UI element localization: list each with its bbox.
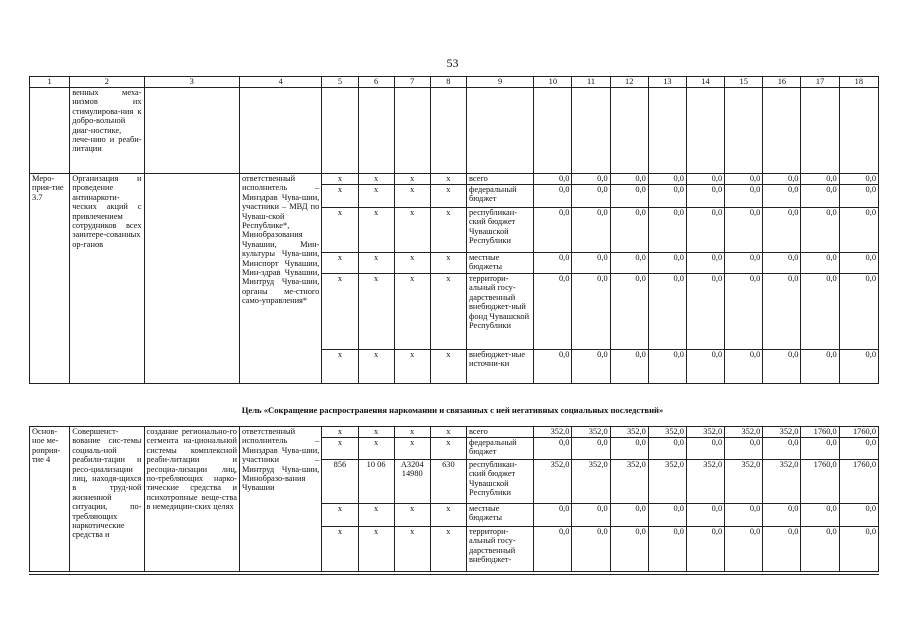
amount-cell: 0,0 (763, 438, 801, 460)
column-number-cell: 12 (610, 77, 648, 88)
amount-cell: 352,0 (610, 427, 648, 438)
amount-cell: 352,0 (725, 427, 763, 438)
amount-cell: 0,0 (534, 504, 572, 527)
executor-cell: ответственный исполнитель – Минздрав Чува-шии, участники – МВД по Чуваш-ской Республике*, Минобразования Чувашии, Мин-культуры Чува-шии, Минспорт Чувашии, Мин-здрав Чувашии, Минтруд Чува-шии, органы ме-стного само-управления* (239, 174, 321, 384)
table-cell (725, 88, 763, 174)
column-number-cell: 13 (648, 77, 686, 88)
amount-cell: 0,0 (686, 208, 724, 253)
amount-cell: 0,0 (686, 438, 724, 460)
funding-source-cell: федеральный бюджет (466, 438, 533, 460)
column-number-cell: 2 (70, 77, 144, 88)
amount-cell: 0,0 (534, 274, 572, 350)
funding-source-cell: республикан-ский бюджет Чувашской Республики (466, 460, 533, 504)
measure-name-cell: Организация и проведение антинаркоти-ческих акций с привлечением сотрудников всех заинтере-сованных ор-ганов (70, 174, 144, 384)
table-cell (466, 88, 533, 174)
budget-code-cell: x (394, 274, 430, 350)
amount-cell: 352,0 (648, 460, 686, 504)
amount-cell: 352,0 (763, 427, 801, 438)
goal-heading: Цель «Сокращение распространения наркомании и связанных с ней негативных социальных последствий» (241, 405, 664, 415)
budget-code-cell: x (430, 438, 466, 460)
amount-cell: 352,0 (572, 427, 610, 438)
budget-code-cell: x (322, 527, 358, 572)
budget-code-cell: x (322, 208, 358, 253)
funding-source-cell: внебюджет-ные источни-ки (466, 350, 533, 384)
amount-cell: 1760,0 (801, 460, 839, 504)
budget-code-cell: x (322, 253, 358, 274)
amount-cell: 352,0 (534, 427, 572, 438)
table-cell (322, 88, 358, 174)
amount-cell: 0,0 (572, 350, 610, 384)
amount-cell: 0,0 (801, 208, 839, 253)
column-number-cell: 6 (358, 77, 394, 88)
amount-cell: 0,0 (534, 253, 572, 274)
budget-code-cell: x (358, 185, 394, 208)
amount-cell: 0,0 (763, 504, 801, 527)
amount-cell: 0,0 (572, 174, 610, 185)
amount-cell: 0,0 (534, 174, 572, 185)
budget-code-cell: x (394, 208, 430, 253)
amount-cell: 352,0 (686, 427, 724, 438)
amount-cell: 0,0 (725, 274, 763, 350)
budget-code-cell: x (394, 185, 430, 208)
funding-source-cell: всего (466, 174, 533, 185)
column-number-cell: 1 (30, 77, 70, 88)
amount-cell: 0,0 (534, 527, 572, 572)
executor-cell: ответственный исполнитель – Минздрав Чува-шии, участники – Минтруд Чува-шии, Минобразо-вания Чувашии (239, 427, 321, 572)
budget-code-cell: x (358, 504, 394, 527)
amount-cell: 0,0 (725, 350, 763, 384)
budget-code-cell: x (394, 504, 430, 527)
column-number-cell: 8 (430, 77, 466, 88)
budget-code-cell: x (358, 208, 394, 253)
amount-cell: 0,0 (725, 438, 763, 460)
amount-cell: 0,0 (839, 185, 878, 208)
table-cell (763, 88, 801, 174)
amount-cell: 1760,0 (839, 460, 878, 504)
amount-cell: 0,0 (610, 274, 648, 350)
amount-cell: 0,0 (648, 350, 686, 384)
amount-cell: 0,0 (763, 208, 801, 253)
amount-cell: 0,0 (763, 527, 801, 572)
funding-source-cell: местные бюджеты (466, 504, 533, 527)
amount-cell: 0,0 (572, 253, 610, 274)
amount-cell: 0,0 (648, 208, 686, 253)
expected-result-cell (144, 174, 239, 384)
amount-cell: 0,0 (725, 527, 763, 572)
amount-cell: 0,0 (839, 350, 878, 384)
amount-cell: 0,0 (686, 274, 724, 350)
table-cell (648, 88, 686, 174)
amount-cell: 0,0 (572, 185, 610, 208)
amount-cell: 0,0 (801, 274, 839, 350)
amount-cell: 0,0 (763, 174, 801, 185)
amount-cell: 0,0 (572, 274, 610, 350)
funding-source-cell: территори-альный госу-дарственный внебюджет- (466, 527, 533, 572)
funding-source-cell: федеральный бюджет (466, 185, 533, 208)
amount-cell: 0,0 (534, 208, 572, 253)
amount-cell: 0,0 (686, 527, 724, 572)
amount-cell: 0,0 (763, 253, 801, 274)
table-row (30, 174, 879, 185)
funding-source-cell: республикан-ский бюджет Чувашской Республики (466, 208, 533, 253)
column-number-cell: 17 (801, 77, 839, 88)
budget-code-cell: x (394, 253, 430, 274)
funding-source-cell: всего (466, 427, 533, 438)
program-table-bottom (29, 426, 879, 572)
column-number-cell: 11 (572, 77, 610, 88)
budget-code-cell: x (430, 274, 466, 350)
budget-code-cell: x (430, 427, 466, 438)
budget-code-cell: x (322, 185, 358, 208)
amount-cell: 1760,0 (801, 427, 839, 438)
budget-code-cell: x (322, 350, 358, 384)
amount-cell: 0,0 (839, 208, 878, 253)
budget-code-cell: x (394, 527, 430, 572)
amount-cell: 0,0 (801, 527, 839, 572)
column-number-cell: 9 (466, 77, 533, 88)
budget-code-cell: x (322, 274, 358, 350)
budget-code-cell: x (358, 427, 394, 438)
amount-cell: 0,0 (839, 438, 878, 460)
budget-code-cell: x (430, 350, 466, 384)
amount-cell: 0,0 (610, 208, 648, 253)
column-number-cell: 3 (144, 77, 239, 88)
budget-code-cell: x (394, 350, 430, 384)
budget-code-cell: 856 (322, 460, 358, 504)
amount-cell: 0,0 (801, 438, 839, 460)
amount-cell: 0,0 (610, 527, 648, 572)
amount-cell: 0,0 (534, 185, 572, 208)
column-number-cell: 15 (725, 77, 763, 88)
table-cell (801, 88, 839, 174)
amount-cell: 0,0 (725, 504, 763, 527)
amount-cell: 0,0 (725, 208, 763, 253)
amount-cell: 0,0 (763, 274, 801, 350)
budget-code-cell: 10 06 (358, 460, 394, 504)
amount-cell: 0,0 (801, 350, 839, 384)
measure-number-cell: Меро-прия-тие 3.7 (30, 174, 70, 384)
budget-code-cell: x (430, 185, 466, 208)
table-cell (30, 88, 70, 174)
table-cell (239, 88, 321, 174)
column-number-cell: 7 (394, 77, 430, 88)
amount-cell: 0,0 (610, 174, 648, 185)
budget-code-cell: x (394, 427, 430, 438)
budget-code-cell: x (358, 253, 394, 274)
amount-cell: 0,0 (839, 174, 878, 185)
budget-code-cell: x (358, 350, 394, 384)
column-number-cell: 10 (534, 77, 572, 88)
budget-code-cell: x (430, 208, 466, 253)
budget-code-cell: x (358, 438, 394, 460)
amount-cell: 0,0 (725, 253, 763, 274)
amount-cell: 0,0 (686, 185, 724, 208)
amount-cell: 0,0 (648, 253, 686, 274)
amount-cell: 352,0 (572, 460, 610, 504)
amount-cell: 0,0 (801, 174, 839, 185)
amount-cell: 0,0 (839, 504, 878, 527)
budget-code-cell: x (430, 527, 466, 572)
budget-code-cell: x (358, 527, 394, 572)
budget-code-cell: x (358, 174, 394, 185)
program-table-top (29, 76, 879, 384)
table-cell (686, 88, 724, 174)
amount-cell: 0,0 (648, 174, 686, 185)
amount-cell: 0,0 (686, 350, 724, 384)
budget-code-cell: x (322, 174, 358, 185)
page-number: 53 (446, 56, 459, 70)
table-cell (358, 88, 394, 174)
budget-code-cell: x (430, 174, 466, 185)
amount-cell: 0,0 (648, 274, 686, 350)
funding-source-cell: территори-альный госу-дарственный внебюджет-ный фонд Чувашской Республики (466, 274, 533, 350)
amount-cell: 0,0 (572, 208, 610, 253)
budget-code-cell: x (430, 504, 466, 527)
budget-code-cell: x (430, 253, 466, 274)
amount-cell: 1760,0 (839, 427, 878, 438)
amount-cell: 0,0 (648, 438, 686, 460)
amount-cell: 0,0 (686, 253, 724, 274)
table-row (30, 88, 879, 174)
budget-code-cell: x (322, 427, 358, 438)
amount-cell: 0,0 (534, 438, 572, 460)
amount-cell: 0,0 (610, 438, 648, 460)
column-number-cell: 16 (763, 77, 801, 88)
budget-code-cell: 630 (430, 460, 466, 504)
amount-cell: 0,0 (725, 185, 763, 208)
amount-cell: 0,0 (572, 527, 610, 572)
expected-result-cell: создание регионально-го сегмента на-циональной системы комплексной реаби-литации и ресоциа-лизации лиц, по-требляющих нарко-тические средства и психотропные веще-ства в немедицин-ских целях (144, 427, 239, 572)
budget-code-cell: x (322, 504, 358, 527)
amount-cell: 0,0 (610, 504, 648, 527)
amount-cell: 0,0 (686, 504, 724, 527)
amount-cell: 352,0 (648, 427, 686, 438)
table-cell (534, 88, 572, 174)
column-number-cell: 5 (322, 77, 358, 88)
amount-cell: 352,0 (725, 460, 763, 504)
amount-cell: 0,0 (801, 185, 839, 208)
budget-code-cell: А3204 14980 (394, 460, 430, 504)
amount-cell: 352,0 (763, 460, 801, 504)
table-cell (839, 88, 878, 174)
amount-cell: 0,0 (763, 350, 801, 384)
table-cell (394, 88, 430, 174)
amount-cell: 0,0 (648, 185, 686, 208)
budget-code-cell: x (394, 438, 430, 460)
amount-cell: 0,0 (648, 527, 686, 572)
measure-number-cell: Основ-ное ме-роприя-тие 4 (30, 427, 70, 572)
budget-code-cell: x (322, 438, 358, 460)
column-number-cell: 14 (686, 77, 724, 88)
amount-cell: 0,0 (686, 174, 724, 185)
amount-cell: 352,0 (610, 460, 648, 504)
amount-cell: 0,0 (534, 350, 572, 384)
budget-code-cell: x (358, 274, 394, 350)
amount-cell: 0,0 (610, 185, 648, 208)
column-number-cell: 18 (839, 77, 878, 88)
column-number-cell: 4 (239, 77, 321, 88)
amount-cell: 0,0 (839, 253, 878, 274)
table-row (30, 427, 879, 438)
table-cell (144, 88, 239, 174)
budget-code-cell: x (394, 174, 430, 185)
measure-name-cell: венных меха-низмов их стимулирова-ния к добро-вольной диаг-ностике, лече-нию и реаби-литации (70, 88, 144, 174)
funding-source-cell: местные бюджеты (466, 253, 533, 274)
measure-name-cell: Совершенст-вование сис-темы социаль-ной реабили-тации и ресо-циализации лиц, находя-щихся в труд-ной жизненной ситуации, по-требляющих наркотические средства и (70, 427, 144, 572)
amount-cell: 0,0 (839, 274, 878, 350)
amount-cell: 0,0 (572, 504, 610, 527)
amount-cell: 0,0 (725, 174, 763, 185)
amount-cell: 0,0 (610, 253, 648, 274)
table-cell (430, 88, 466, 174)
amount-cell: 0,0 (572, 438, 610, 460)
amount-cell: 0,0 (763, 185, 801, 208)
amount-cell: 0,0 (648, 504, 686, 527)
table-cell (572, 88, 610, 174)
amount-cell: 0,0 (801, 504, 839, 527)
amount-cell: 352,0 (534, 460, 572, 504)
amount-cell: 352,0 (686, 460, 724, 504)
amount-cell: 0,0 (839, 527, 878, 572)
amount-cell: 0,0 (610, 350, 648, 384)
table-cell (610, 88, 648, 174)
column-number-row (30, 77, 879, 88)
page-bottom-rule (29, 574, 879, 575)
amount-cell: 0,0 (801, 253, 839, 274)
